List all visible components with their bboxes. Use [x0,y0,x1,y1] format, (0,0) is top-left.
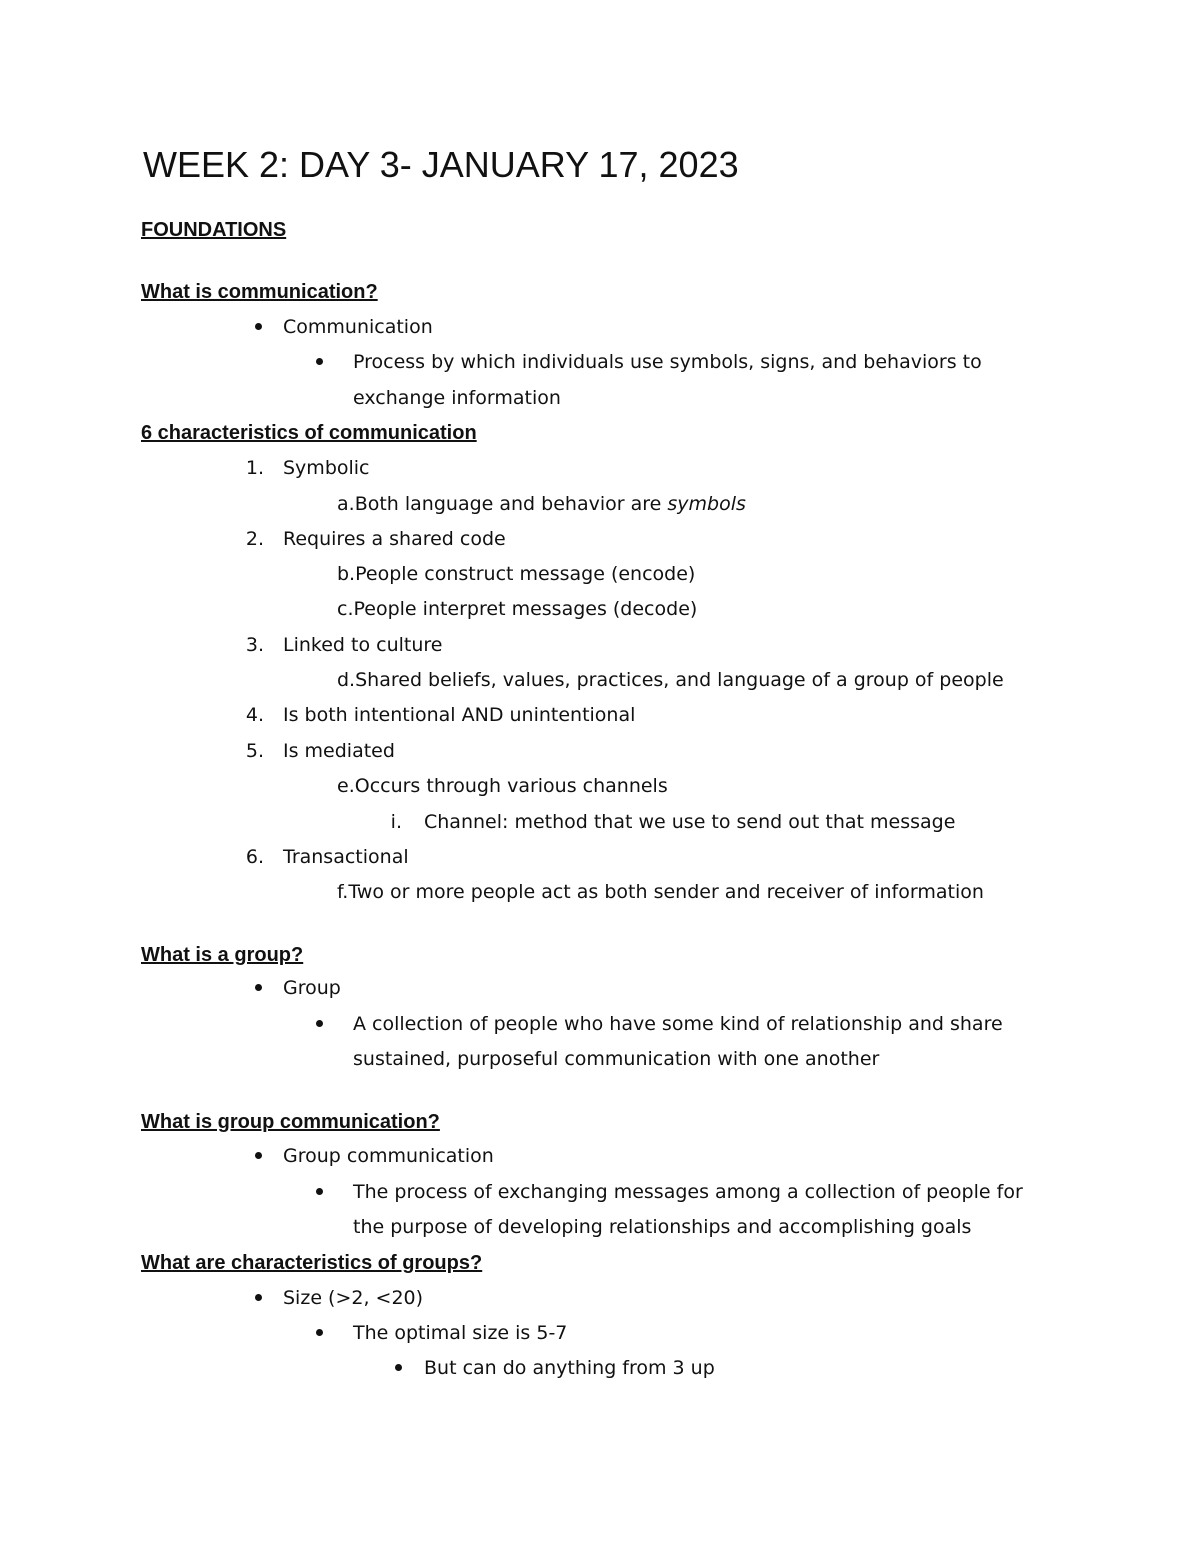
sub-item-f [337,879,984,905]
group-communication-term: Group communication [283,1145,494,1167]
sub-letter: b. [337,563,356,585]
sub-letter: c. [337,598,354,620]
bullet-icon [255,984,262,991]
characteristic-item: Linked to culture [283,634,443,656]
characteristics-heading: 6 characteristics of communication [141,422,477,444]
sub-item-b [337,561,695,587]
bullet-icon [255,323,262,330]
sub-letter: f. [337,881,349,903]
sub-letter: d. [337,669,356,691]
sub-text: Occurs through various channels [354,775,668,797]
list-number: 4. [245,704,264,726]
sub-text: People construct message (encode) [355,563,696,585]
characteristic-item: Transactional [283,846,409,868]
sub-letter: e. [337,775,355,797]
sub-text: Shared beliefs, values, practices, and language of a group of people [355,669,1004,691]
bullet-icon [255,1294,262,1301]
group-characteristics-heading: What are characteristics of groups? [141,1252,483,1274]
group-heading: What is a group? [141,944,304,966]
communication-definition-line1: Process by which individuals use symbols, signs, and behaviors to [353,351,982,373]
sub-item-c [337,596,697,622]
bullet-icon [255,1152,262,1159]
size-range-item: But can do anything from 3 up [424,1357,715,1379]
sub-sub-item-text: Channel: method that we use to send out that message [424,811,956,833]
section-title: FOUNDATIONS [141,219,287,241]
list-number: 1. [245,457,264,479]
characteristic-item: Is both intentional AND unintentional [283,704,636,726]
bullet-icon [316,1020,323,1027]
group-communication-definition-line1: The process of exchanging messages among a collection of people for [353,1181,1023,1203]
group-term: Group [283,977,341,999]
page-title: WEEK 2: DAY 3- JANUARY 17, 2023 [143,144,739,185]
sub-item-a [337,491,746,517]
sub-text: Two or more people act as both sender and receiver of information [348,881,984,903]
bullet-icon [316,358,323,365]
list-number: 5. [245,740,264,762]
characteristic-item: Requires a shared code [283,528,506,550]
sub-letter: a. [337,493,355,515]
characteristic-item: Is mediated [283,740,395,762]
communication-definition-line2: exchange information [353,387,561,409]
group-communication-heading: What is group communication? [141,1111,440,1133]
sub-item-e [337,773,668,799]
optimal-size-item: The optimal size is 5-7 [353,1322,568,1344]
sub-text: Both language and behavior are [354,493,668,515]
sub-text: People interpret messages (decode) [353,598,698,620]
characteristic-item: Symbolic [283,457,370,479]
list-number: 2. [245,528,264,550]
list-number: 6. [245,846,264,868]
sub-item-d [337,667,1004,693]
bullet-icon [316,1188,323,1195]
list-number: 3. [245,634,264,656]
group-definition-line1: A collection of people who have some kind of relationship and share [353,1013,1003,1035]
group-definition-line2: sustained, purposeful communication with one another [353,1048,880,1070]
roman-numeral: i. [390,811,402,833]
communication-heading: What is communication? [141,281,378,303]
bullet-icon [395,1364,402,1371]
communication-term: Communication [283,316,433,338]
bullet-icon [316,1329,323,1336]
group-communication-definition-line2: the purpose of developing relationships and accomplishing goals [353,1216,972,1238]
sub-emphasis: symbols [667,493,746,515]
group-size-item: Size (>2, <20) [283,1287,424,1309]
